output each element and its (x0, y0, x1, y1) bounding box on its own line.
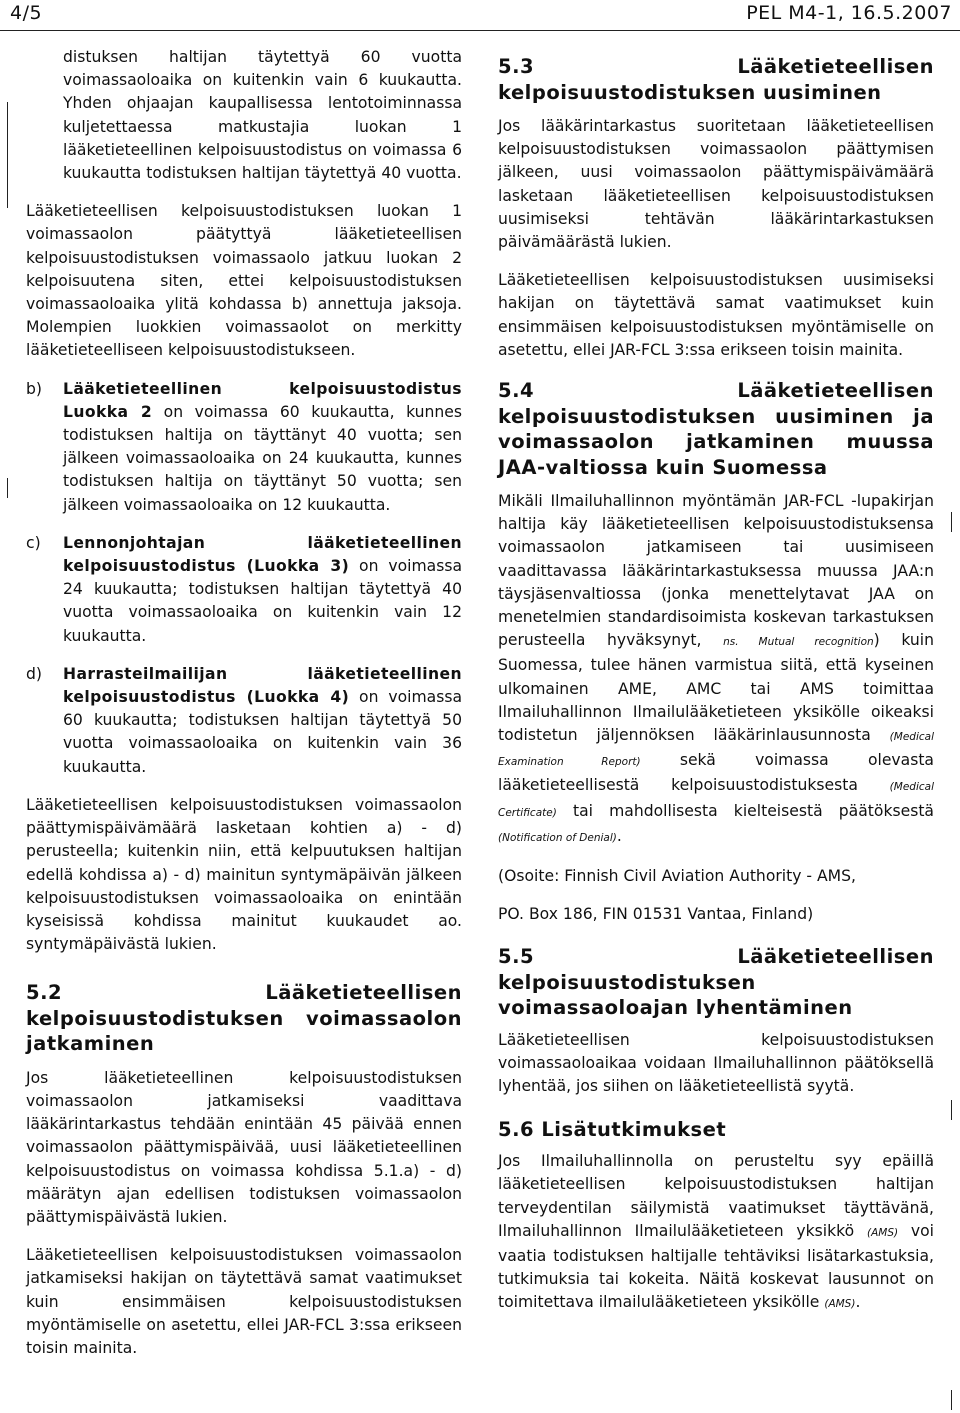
paragraph: Lääketieteellisen kelpoisuustodistuksen voimassaolon päättymispäivämäärä lasketaan kohtien a) - d) perusteella; kuitenkin niin, että kelpuutuksen haltijan edellä kohdissa a) - d) mainitun syntymäpäivän jälkeen kelpoisuustodistuksen voimassaoloaika on enintään kyseisissä kohdissa mainitut kuukaudet ao. syntymäpäivästä lukien. (26, 795, 462, 954)
change-bar (7, 102, 8, 208)
section-heading-5-5: 5.5 Lääketieteellisen kelpoisuustodistuksen voimassaoloajan lyhentäminen (498, 945, 934, 1020)
text-run-small: (Medical Certificate) (498, 781, 934, 819)
section-heading-5-3: 5.3 Lääketieteellisen kelpoisuustodistuksen uusiminen (498, 55, 934, 104)
change-bar (951, 1390, 952, 1410)
text-run: ) kuin Suomessa, tulee hänen varmistua siitä, että kyseinen ulkomainen AME, AMC tai AMS toimittaa Ilmailuhallinnon Ilmailulääketieteen yksikölle oikeaksi todistetun jäljennöksen lääkärinlausunnosta (498, 631, 934, 745)
list-item-c (26, 532, 462, 648)
list-label: c) (26, 533, 41, 552)
list-item-title: Lennonjohtajan lääketieteellinen kelpoisuustodistus (Luokka 3) (63, 533, 462, 576)
change-bar (951, 1100, 952, 1120)
address-line: PO. Box 186, FIN 01531 Vantaa, Finland) (498, 905, 814, 924)
paragraph (498, 490, 934, 850)
paragraph: Jos lääkärintarkastus suoritetaan lääketieteellisen kelpoisuustodistuksen voimassaolon päättymisen jälkeen, uusi voimassaolon päättymispäivämäärä lasketaan lääketieteellisen kelpoisuustodistuksen uusimiseksi tehtävän lääkärintarkastuksen päivämäärästä lukien. (498, 117, 934, 252)
section-heading-5-4: 5.4 Lääketieteellisen kelpoisuustodistuksen uusiminen ja voimassaolon jatkaminen muussa JAA-valtiossa kuin Suomessa (498, 379, 934, 479)
paragraph (498, 1150, 934, 1316)
list-item-b (26, 378, 462, 517)
right-column (498, 54, 934, 1317)
header-rule (0, 30, 960, 31)
text-run-small: (AMS) (866, 1226, 899, 1239)
paragraph: Jos lääketieteellinen kelpoisuustodistuksen voimassaolon jatkamiseksi vaadittava lääkärintarkastus tehdään enintään 45 päivää ennen voimassaolon päättymispäivää, uusi lääketieteellinen kelpoisuustodistus on voimassa kohdissa 5.1.a) - d) määrätyn ajan edellisen todistuksen voimassaolon päättymispäivästä lukien. (26, 1068, 462, 1227)
paragraph: Lääketieteellisen kelpoisuustodistuksen uusimiseksi hakijan on täytettävä samat vaatimukset kuin ensimmäisen kelpoisuustodistuksen myöntämiselle on asetettu, ellei JAR-FCL 3:ssa erikseen toisin mainita. (498, 271, 934, 359)
list-label: d) (26, 664, 42, 683)
list-item-d (26, 663, 462, 779)
text-run-small: (Notification of Denial) (498, 831, 617, 844)
text-run: tai mahdollisesta kielteisestä päätöksestä (556, 801, 934, 820)
section-heading-5-6: 5.6 Lisätutkimukset (498, 1117, 727, 1141)
change-bar (951, 512, 952, 532)
list-item-title: Lääketieteellinen kelpoisuustodistus Luokka 2 (63, 379, 462, 421)
text-run-small: (AMS) (824, 1298, 856, 1311)
paragraph: Lääketieteellisen kelpoisuustodistuksen luokan 1 voimassaolon päätyttyä lääketieteellisen kelpoisuustodistuksen voimassaolo jatkuu luokan 2 kelpoisuutena siten, ettei kelpoisuustodistuksen voimassaoloaika ylitä kohdassa b) annettuja jaksoja. Molempien luokkien voimassaolot on merkitty lääketieteelliseen kelpoisuustodistukseen. (26, 202, 462, 360)
text-run: Jos Ilmailuhallinnolla on perusteltu syy epäillä lääketieteellisen kelpoisuustodistuksen haltijan terveydentilan säilymistä vaatimukset täyttävänä, Ilmailuhallinnon Ilmailulääketieteen yksikkö (498, 1152, 934, 1240)
list-item-text: on voimassa 60 kuukautta; todistuksen haltijan täytettyä 50 vuotta voimassaoloaika on kuitenkin vain 36 kuukautta. (63, 688, 462, 776)
left-column (26, 46, 462, 1360)
text-run: Mikäli Ilmailuhallinnon myöntämän JAR-FCL -lupakirjan haltija käy lääketieteellisen kelpoisuustodistuksensa voimassaolon jatkamiseen tai uusimiseen vaadittavassa lääkärintarkastuksessa muussa JAA:n täysjäsenvaltiossa (jonka menettelytavat JAA on menetelmien standardisoimista koskevan tarkastuksen perusteella hyväksynyt, (498, 492, 934, 650)
section-heading-5-2: 5.2 Lääketieteellisen kelpoisuustodistuksen voimassaolon jatkaminen (26, 981, 462, 1056)
text-run: voi vaatia todistuksen haltijalle tehtäviksi lisätarkastuksia, tutkimuksia tai kokeita. Näitä koskevat lausunnot on toimitettava ilmailulääketieteen yksikölle (498, 1221, 934, 1312)
text-run-small: ns. Mutual recognition (723, 636, 874, 649)
list-label: b) (26, 379, 42, 398)
list-item-title: Harrasteilmailijan lääketieteellinen kelpoisuustodistus (Luokka 4) (63, 664, 462, 707)
text-run: . (855, 1293, 861, 1312)
change-bar (7, 478, 8, 498)
paragraph: Lääketieteellisen kelpoisuustodistuksen voimassaoloaikaa voidaan Ilmailuhallinnon päätöksellä lyhentää, jos siihen on lääketieteellistä syytä. (498, 1030, 934, 1096)
list-item-text: on voimassa 24 kuukautta; todistuksen haltijan täytettyä 40 vuotta voimassaoloaika on kuitenkin vain 12 kuukautta. (63, 557, 462, 645)
paragraph: distuksen haltijan täytettyä 60 vuotta voimassaoloaika on kuitenkin vain 6 kuukautta. Yhden ohjaajan kaupallisessa lentotoiminnassa kuljetettaessa matkustajia luokan 1 lääketieteellinen kelpoisuustodistus on voimassa 6 kuukautta todistuksen haltijan täytettyä 40 vuotta. (63, 48, 462, 183)
text-run: . (616, 826, 622, 845)
list-item-text: on voimassa 60 kuukautta, kunnes todistuksen haltija on täyttänyt 40 vuotta; sen jälkeen voimassaoloaika on 24 kuukautta, kunnes todistuksen haltija on täyttänyt 50 vuotta; sen jälkeen voimassaoloaika on 12 kuukautta. (63, 402, 463, 514)
document-id: PEL M4-1, 16.5.2007 (746, 2, 952, 24)
text-run: sekä voimassa olevasta lääketieteellisestä kelpoisuustodistuksesta (498, 751, 934, 795)
address-line: (Osoite: Finnish Civil Aviation Authority - AMS, (498, 867, 856, 886)
page-number: 4/5 (10, 2, 43, 24)
text-run-small: (Medical Examination Report) (498, 731, 934, 769)
paragraph: Lääketieteellisen kelpoisuustodistuksen voimassaolon jatkamiseksi hakijan on täytettävä samat vaatimukset kuin ensimmäisen kelpoisuustodistuksen myöntämiselle on asetettu, ellei JAR-FCL 3:ssa erikseen toisin mainita. (26, 1246, 462, 1358)
